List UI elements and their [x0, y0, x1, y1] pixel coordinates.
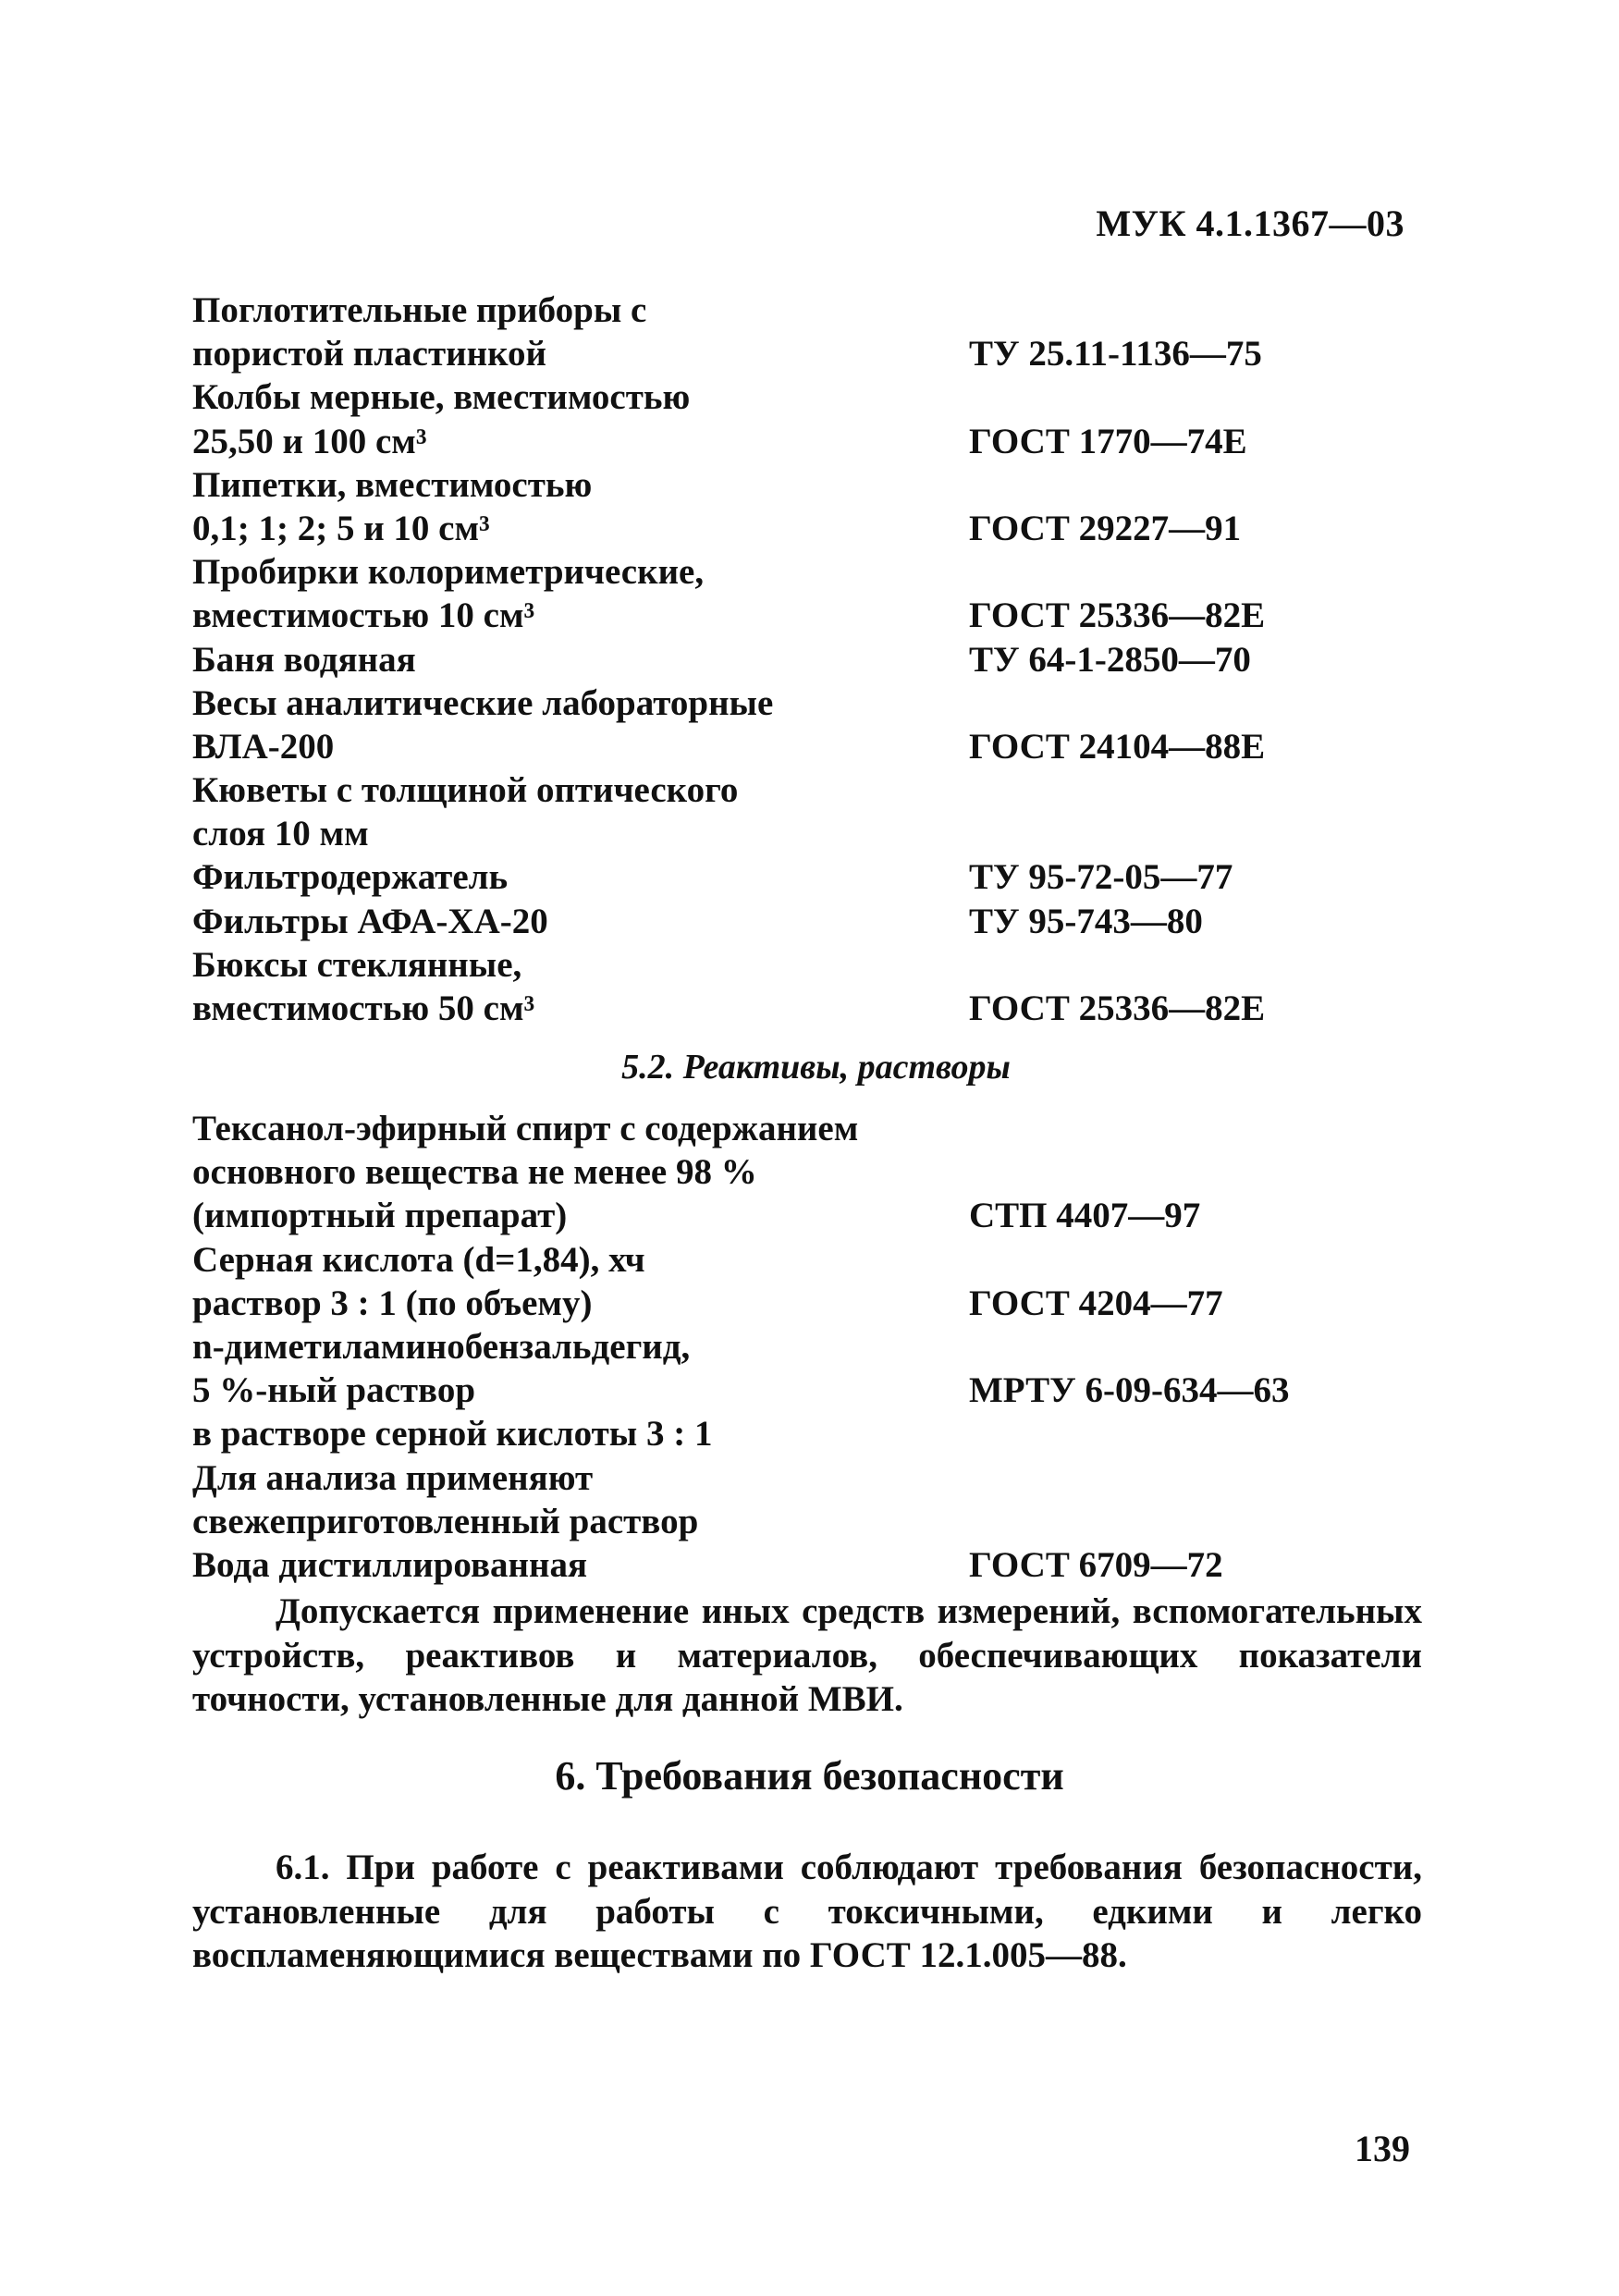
reagent-standard: ГОСТ 4204—77	[969, 1283, 1223, 1323]
equipment-name: слоя 10 мм	[192, 814, 369, 854]
equipment-row	[192, 332, 1422, 375]
equipment-standard: ГОСТ 25336—82Е	[969, 988, 1266, 1028]
reagent-row	[192, 1238, 1422, 1282]
reagent-standard: ГОСТ 6709—72	[969, 1544, 1223, 1585]
reagent-name: n-диметиламинобензальдегид,	[192, 1326, 691, 1367]
equipment-row	[192, 900, 1422, 943]
reagent-row	[192, 1456, 1422, 1500]
equipment-standard: ТУ 95-743—80	[969, 901, 1203, 941]
reagent-row	[192, 1107, 1422, 1150]
equipment-row	[192, 375, 1422, 419]
reagent-name: (импортный препарат)	[192, 1196, 568, 1236]
equipment-standard: ТУ 64-1-2850—70	[969, 639, 1251, 680]
equipment-name: Кюветы с толщиной оптического	[192, 770, 739, 811]
reagent-row	[192, 1194, 1422, 1237]
section-title-safety: 6. Требования безопасности	[555, 1753, 1064, 1799]
equipment-row	[192, 681, 1422, 725]
equipment-row	[192, 768, 1422, 812]
subsection-title-reagents: 5.2. Реактивы, растворы	[621, 1048, 1011, 1087]
equipment-name: Колбы мерные, вместимостью	[192, 377, 691, 418]
equipment-row	[192, 943, 1422, 987]
reagent-name: Серная кислота (d=1,84), хч	[192, 1239, 645, 1280]
reagent-row	[192, 1325, 1422, 1369]
equipment-name: вместимостью 50 см³	[192, 988, 535, 1028]
safety-paragraph: 6.1. При работе с реактивами соблюдают требования безопасности, установленные для работы с токсичными, едкими и легко воспламеняющимися веществами по ГОСТ 12.1.005—88.	[192, 1848, 1422, 1975]
equipment-standard: ТУ 25.11-1136—75	[969, 334, 1262, 374]
equipment-name: Весы аналитические лабораторные	[192, 682, 774, 723]
equipment-row	[192, 289, 1422, 332]
equipment-row	[192, 855, 1422, 899]
reagent-row	[192, 1369, 1422, 1412]
reagent-standard: СТП 4407—97	[969, 1196, 1201, 1236]
equipment-row	[192, 638, 1422, 681]
equipment-standard: ГОСТ 25336—82Е	[969, 595, 1266, 636]
equipment-name: вместимостью 10 см³	[192, 595, 535, 636]
reagent-standard: МРТУ 6-09-634—63	[969, 1370, 1290, 1411]
reagent-name: раствор 3 : 1 (по объему)	[192, 1283, 593, 1323]
equipment-row	[192, 550, 1422, 594]
equipment-name: 25,50 и 100 см³	[192, 421, 427, 461]
equipment-row	[192, 725, 1422, 768]
reagent-row	[192, 1543, 1422, 1587]
equipment-standard: ГОСТ 24104—88Е	[969, 726, 1266, 767]
page-number: 139	[1355, 2128, 1410, 2169]
reagent-name: Для анализа применяют	[192, 1457, 594, 1498]
equipment-name: Баня водяная	[192, 639, 416, 680]
equipment-standard: ГОСТ 29227—91	[969, 508, 1242, 548]
equipment-row	[192, 812, 1422, 855]
equipment-name: 0,1; 1; 2; 5 и 10 см³	[192, 508, 490, 548]
equipment-row	[192, 507, 1422, 550]
equipment-row	[192, 987, 1422, 1030]
equipment-name: Пипетки, вместимостью	[192, 464, 593, 505]
reagent-name: Вода дистиллированная	[192, 1544, 588, 1585]
equipment-list	[192, 289, 1422, 1030]
reagent-name: свежеприготовленный раствор	[192, 1501, 699, 1541]
reagent-name: в растворе серной кислоты 3 : 1	[192, 1414, 713, 1455]
reagent-name: 5 %-ный раствор	[192, 1370, 476, 1411]
document-code-header: МУК 4.1.1367—03	[1096, 203, 1404, 244]
equipment-name: Фильтры АФА-ХА-20	[192, 901, 548, 941]
reagent-name: основного вещества не менее 98 %	[192, 1152, 757, 1193]
reagent-row	[192, 1500, 1422, 1543]
equipment-row	[192, 463, 1422, 507]
reagent-row	[192, 1150, 1422, 1194]
equipment-name: ВЛА-200	[192, 726, 335, 767]
equipment-row	[192, 594, 1422, 637]
reagents-list	[192, 1107, 1422, 1587]
equipment-standard: ГОСТ 1770—74Е	[969, 421, 1247, 461]
equipment-name: Пробирки колориметрические,	[192, 552, 705, 593]
equipment-row	[192, 420, 1422, 463]
reagent-row	[192, 1412, 1422, 1455]
reagent-row	[192, 1282, 1422, 1325]
equipment-name: пористой пластинкой	[192, 334, 546, 374]
equipment-standard: ТУ 95-72-05—77	[969, 857, 1233, 898]
allowance-paragraph: Допускается применение иных средств измерений, вспомогательных устройств, реактивов и материалов, обеспечивающих показатели точности, установленные для данной МВИ.	[192, 1591, 1422, 1719]
reagent-name: Тексанол-эфирный спирт с содержанием	[192, 1109, 859, 1148]
equipment-name: Бюксы стеклянные,	[192, 944, 522, 985]
equipment-name: Поглотительные приборы с	[192, 290, 647, 330]
equipment-name: Фильтродержатель	[192, 857, 509, 898]
